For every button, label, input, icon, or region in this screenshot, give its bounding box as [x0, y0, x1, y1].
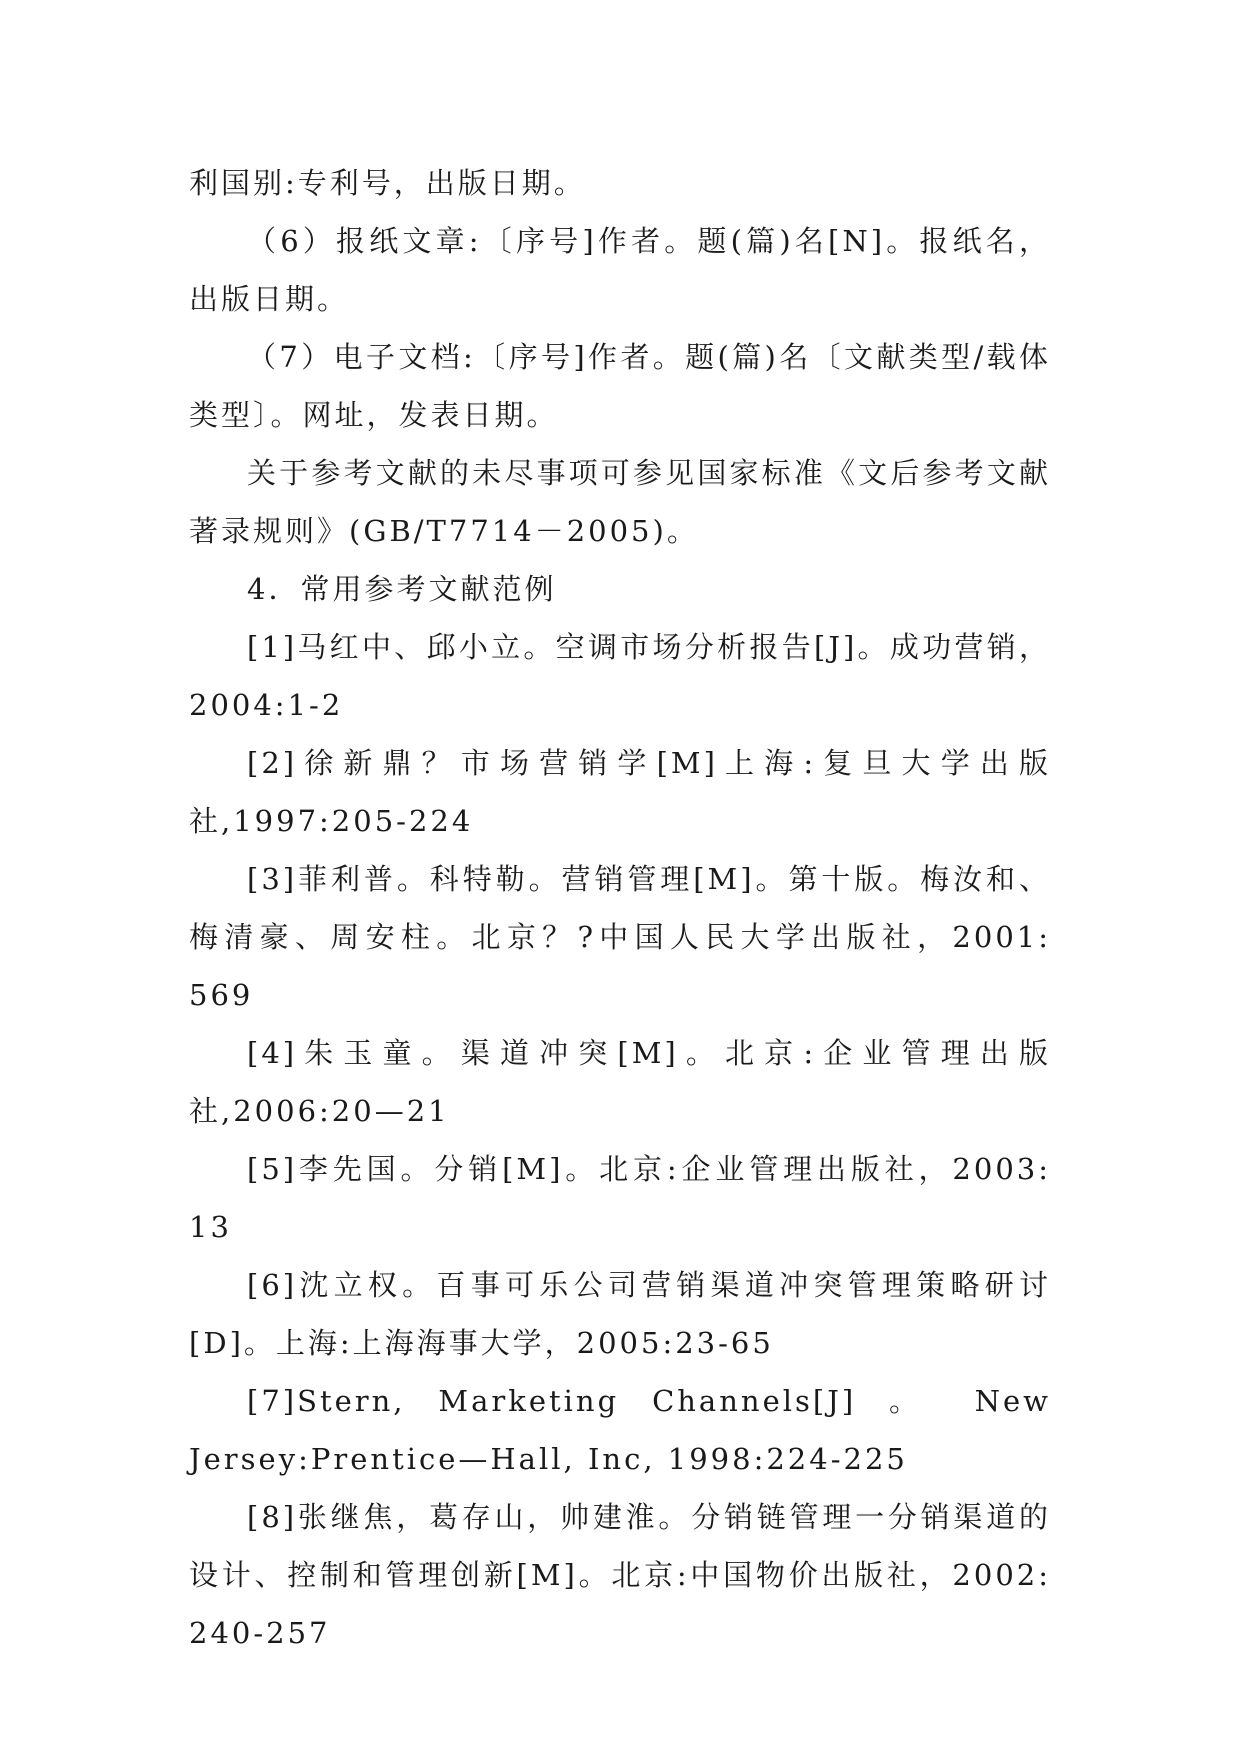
paragraph-standard-note: 关于参考文献的未尽事项可参见国家标准《文后参考文献著录规则》(GB/T7714－2005)。	[189, 456, 1051, 548]
reference-item-8: [8]张继焦，葛存山，帅建淮。分销链管理一分销渠道的设计、控制和管理创新[M]。北京:中国物价出版社，2002: 240-257	[189, 1500, 1051, 1650]
reference-item-1: [1]马红中、邱小立。空调市场分析报告[J]。成功营销，2004:1-2	[189, 630, 1051, 722]
reference-item-6: [6]沈立权。百事可乐公司营销渠道冲突管理策略研讨[D]。上海:上海海事大学，2005:23-65	[189, 1268, 1051, 1360]
reference-item-5: [5]李先国。分销[M]。北京:企业管理出版社，2003: 13	[189, 1152, 1051, 1244]
paragraph-patent-tail: 利国别:专利号，出版日期。	[189, 166, 586, 200]
document-page	[189, 154, 1051, 1662]
reference-item-4: [4]朱玉童。渠道冲突[M]。北京:企业管理出版社,2006:20—21	[189, 1036, 1051, 1128]
reference-item-2: [2]徐新鼎？市场营销学[M]上海:复旦大学出版社,1997:205-224	[189, 746, 1051, 838]
section-heading-examples: 4．常用参考文献范例	[247, 572, 557, 606]
paragraph-newspaper-format: （6）报纸文章:〔序号]作者。题(篇)名[N]。报纸名，出版日期。	[189, 224, 1051, 316]
reference-item-3: [3]菲利普。科特勒。营销管理[M]。第十版。梅汝和、梅清豪、周安柱。北京？?中国人民大学出版社，2001: 569	[189, 862, 1051, 1012]
reference-item-7: [7]Stern, Marketing Channels[J] 。 New Jersey:Prentice—Hall, Inc, 1998:224-225	[189, 1384, 1051, 1476]
paragraph-electronic-format: （7）电子文档:〔序号]作者。题(篇)名〔文献类型/载体类型〕。网址，发表日期。	[189, 340, 1051, 432]
